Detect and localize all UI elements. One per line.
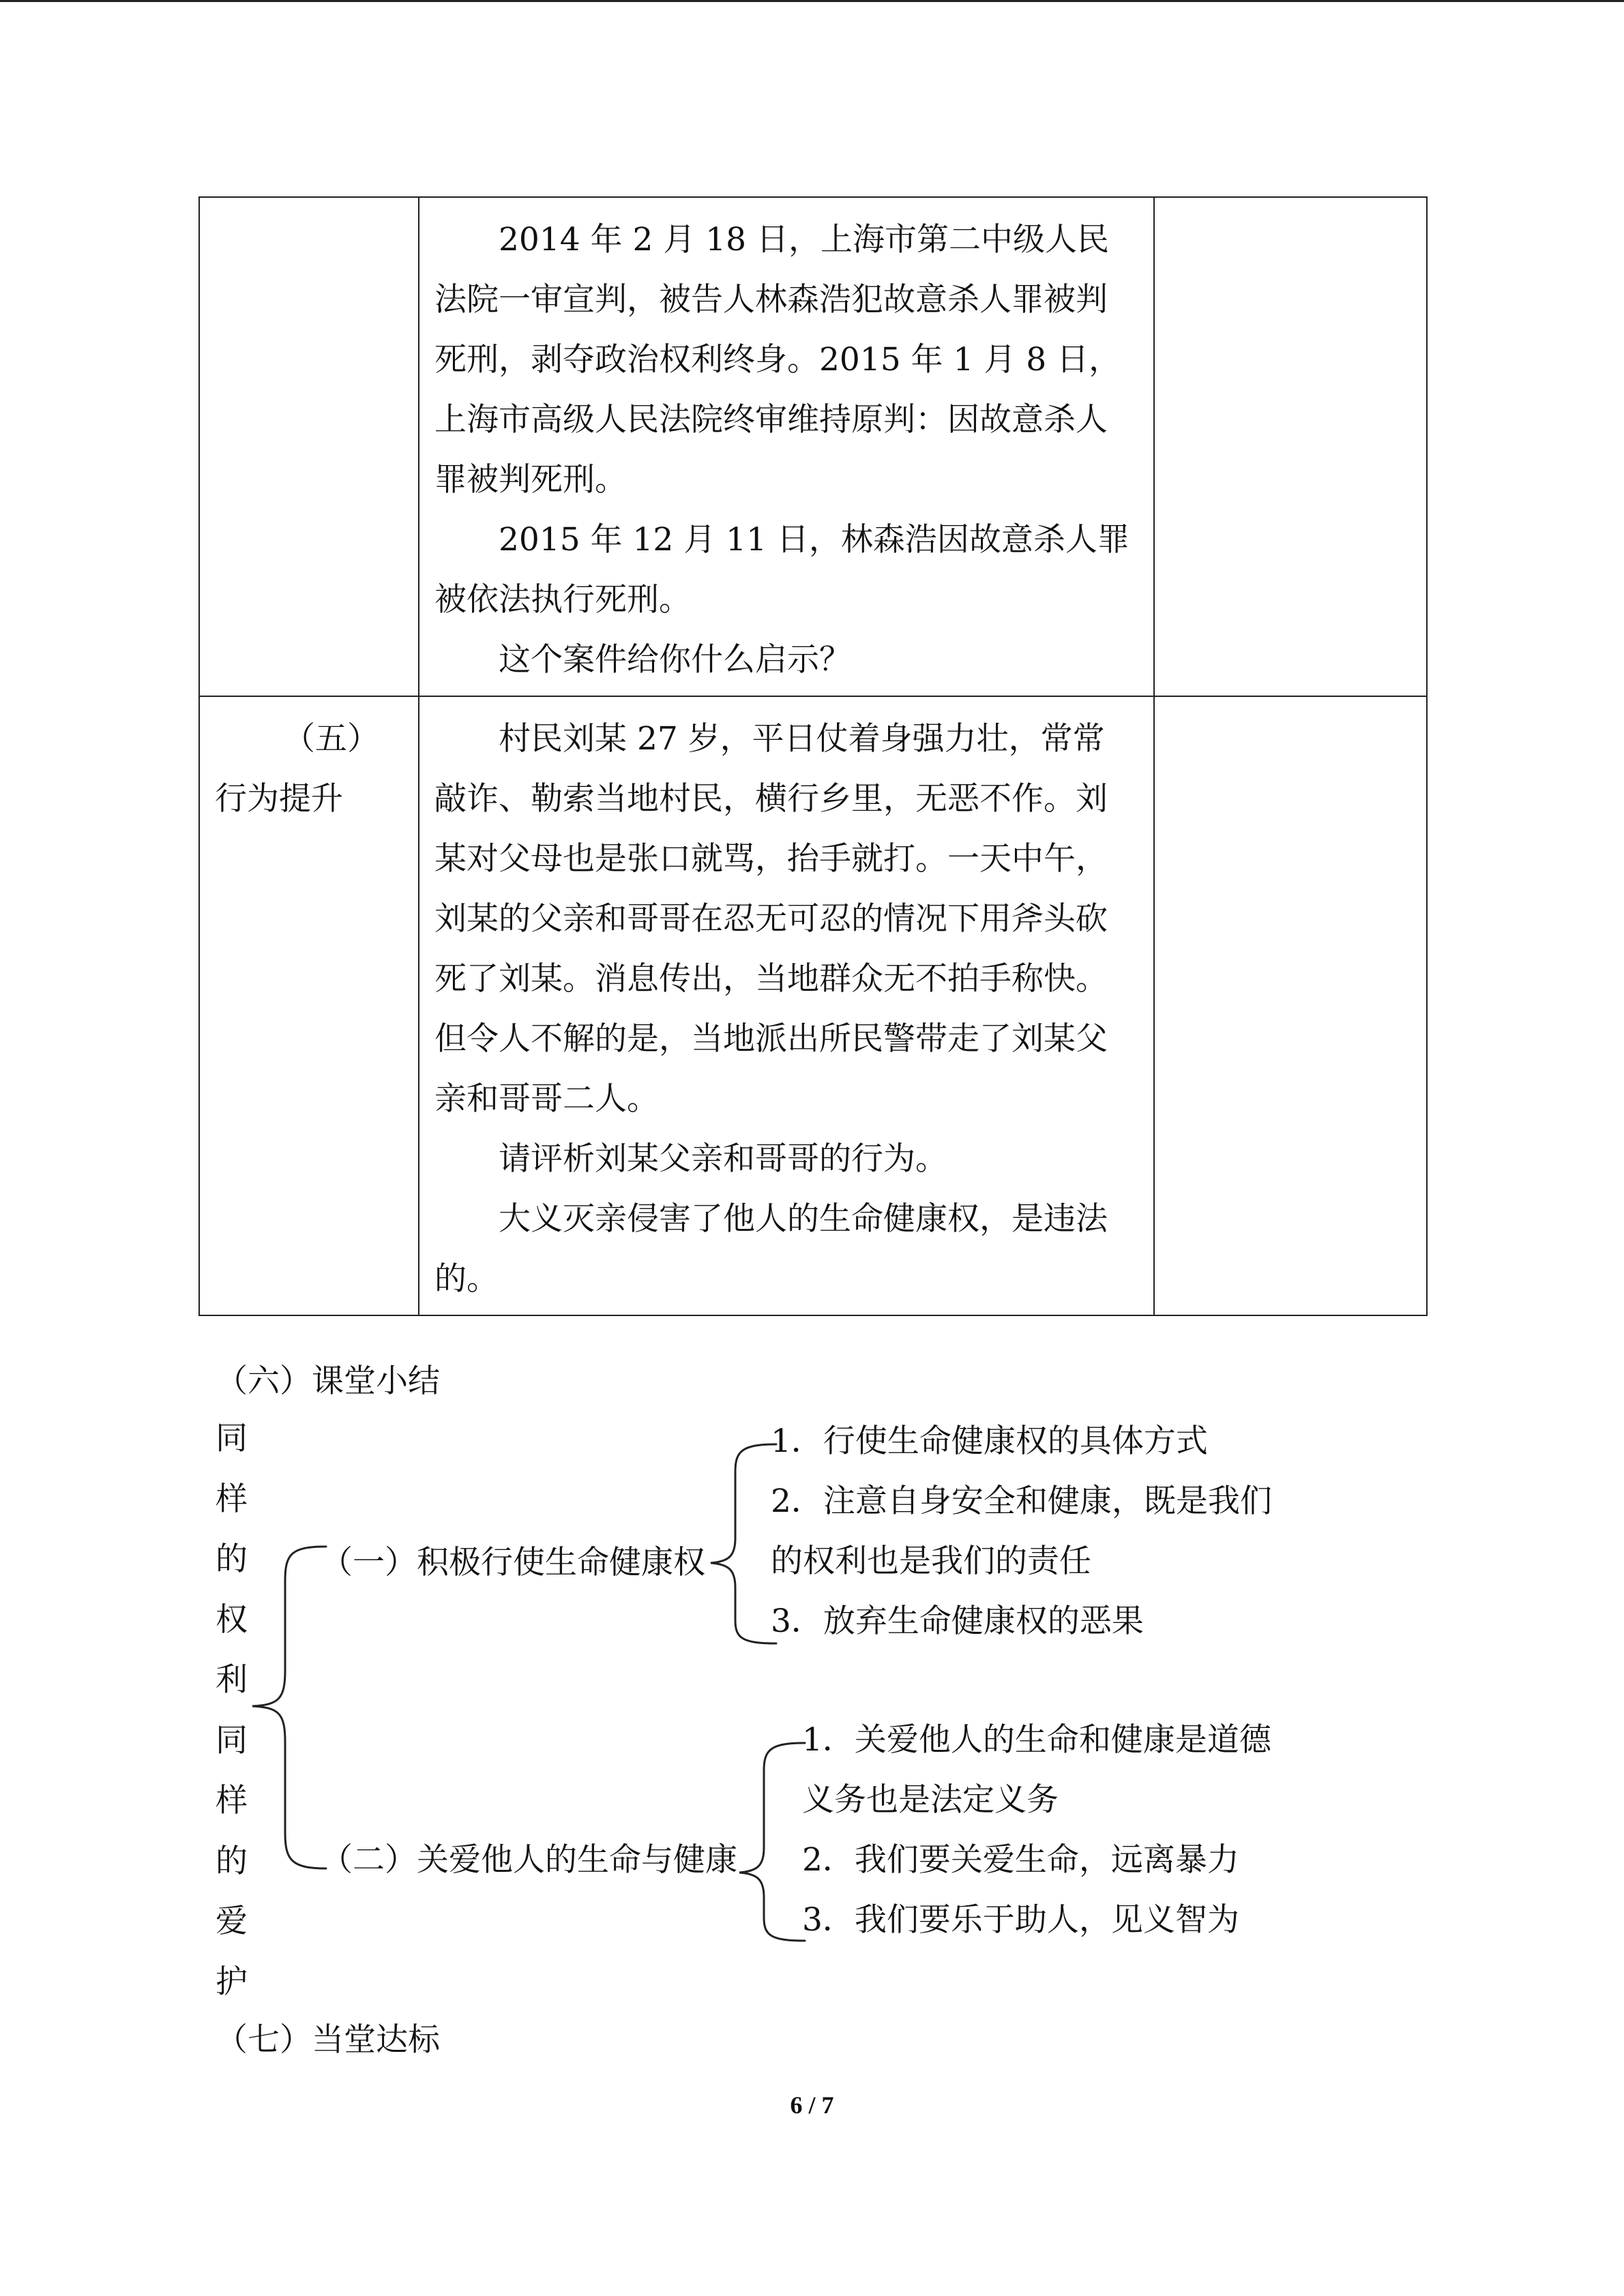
- next-section-heading: （七）当堂达标: [216, 2021, 440, 2059]
- root-char: 同: [216, 1420, 248, 1457]
- branch1-item: 3．放弃生命健康权的恶果: [771, 1602, 1144, 1640]
- root-char: 同: [216, 1721, 248, 1759]
- branch2-item: 义务也是法定义务: [802, 1781, 1059, 1819]
- case-paragraph: 村民刘某 27 岁，平日仗着身强力壮，常常敲诈、勒索当地村民，横行乡里，无恶不作。刘某对父母也是张口就骂，抬手就打。一天中午，刘某的父亲和哥哥在忍无可忍的情况下用斧头砍死了刘某。消息传出，当地群众无不拍手称快。但令人不解的是，当地派出所民警带走了刘某父亲和哥哥二人。: [434, 720, 1108, 1118]
- branch2-item: 1．关爱他人的生命和健康是道德: [802, 1721, 1271, 1759]
- main-brace: [252, 1547, 326, 1868]
- branch1-brace: [711, 1444, 776, 1643]
- branch1-item: 的权利也是我们的责任: [771, 1542, 1091, 1580]
- summary-heading: （六）课堂小结: [216, 1362, 440, 1400]
- branch2-brace: [739, 1743, 805, 1941]
- root-char: 样: [216, 1782, 248, 1819]
- branch2-item: 3．我们要乐于助人，见义智为: [802, 1901, 1239, 1939]
- branch1-item: 2．注意自身安全和健康，既是我们: [771, 1482, 1272, 1520]
- question-paragraph: 请评析刘某父亲和哥哥的行为。: [499, 1140, 947, 1178]
- root-char: 爱: [216, 1903, 248, 1940]
- case-paragraph: 2014 年 2 月 18 日，上海市第二中级人民法院一审宣判，被告人林森浩犯故意杀人罪被判死刑，剥夺政治权利终身。2015 年 1 月 8 日，上海市高级人民法院终审维持原判：因故意杀人罪被判死刑。: [434, 221, 1121, 498]
- branch2-label: （二）关爱他人的生命与健康: [321, 1841, 737, 1879]
- branch2-item: 2．我们要关爱生命，远离暴力: [802, 1841, 1239, 1879]
- root-char: 的: [216, 1842, 248, 1880]
- stage-name: 行为提升: [215, 780, 343, 818]
- answer-paragraph: 大义灭亲侵害了他人的生命健康权，是违法的。: [434, 1200, 1108, 1298]
- case-paragraph: 2015 年 12 月 11 日，林森浩因故意杀人罪被依法执行死刑。: [434, 521, 1130, 618]
- root-char: 护: [216, 1963, 248, 2001]
- root-char: 利: [216, 1661, 248, 1699]
- branch1-item: 1．行使生命健康权的具体方式: [771, 1422, 1208, 1460]
- root-char: 的: [216, 1540, 248, 1578]
- question-paragraph: 这个案件给你什么启示？: [499, 641, 851, 679]
- branch1-label: （一）积极行使生命健康权: [321, 1544, 705, 1581]
- root-char: 样: [216, 1480, 248, 1518]
- stage-number: （五）: [283, 720, 379, 758]
- page-number: 6 / 7: [790, 2091, 834, 2119]
- root-char: 权: [216, 1600, 248, 1639]
